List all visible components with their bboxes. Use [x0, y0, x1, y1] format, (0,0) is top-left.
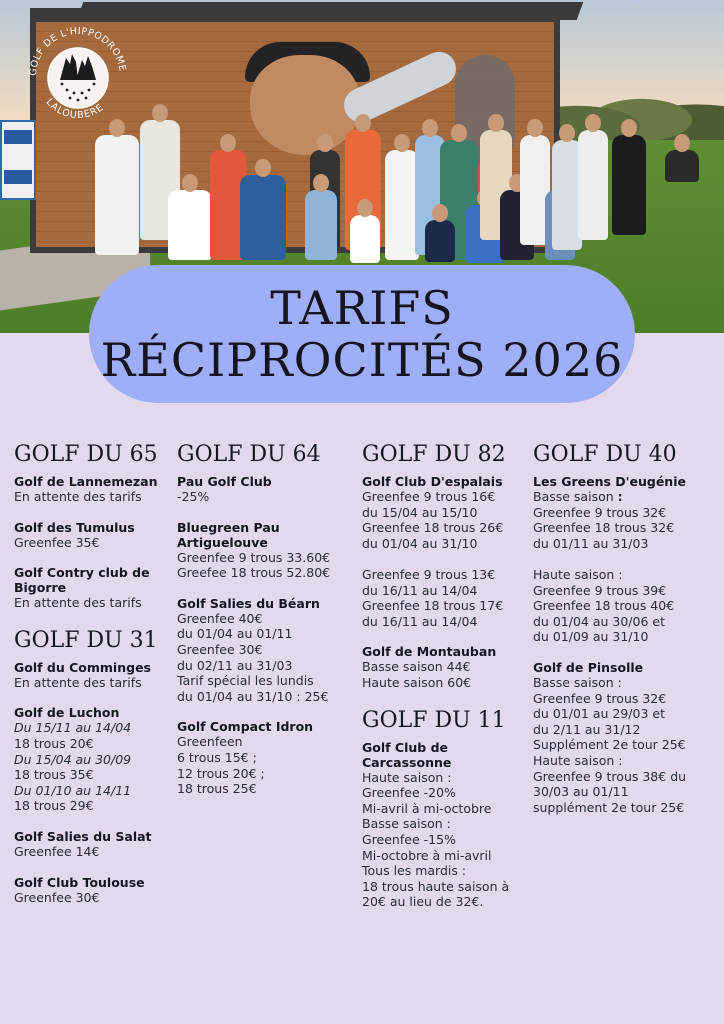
rate-line	[533, 567, 721, 583]
logo-ring-text: GOLF DE L'HIPPODROME	[27, 25, 128, 77]
rate-text: 20€ au lieu de 32€.	[362, 894, 484, 910]
rate-text: Greenfee 9 trous 32€	[533, 504, 667, 520]
rate-line	[362, 583, 522, 599]
rate-line	[362, 675, 522, 691]
club-entry	[177, 596, 347, 705]
rate-text: du 15/04 au 15/10	[362, 504, 478, 520]
person-silhouette	[385, 150, 419, 260]
rate-text: -25%	[177, 489, 210, 504]
rate-line	[14, 783, 172, 799]
club-name: Golf de Luchon	[14, 705, 120, 721]
rate-line	[14, 844, 172, 860]
rate-text: Greenfeen	[177, 734, 243, 750]
rate-line	[362, 801, 522, 817]
person-head	[182, 174, 198, 192]
rate-text: du 01/04 au 30/06 et	[533, 613, 665, 629]
rate-text: Greenfee 30€	[14, 889, 100, 905]
rate-line	[177, 550, 347, 566]
rate-line	[14, 489, 172, 505]
rate-text: Greenfee -20%	[362, 785, 456, 801]
rate-text: Greenfee 30€	[177, 641, 263, 657]
club-name: Golf Club D'espalais	[362, 474, 503, 489]
club-entry	[177, 474, 347, 505]
club-name: Golf de Pinsolle	[533, 659, 644, 675]
club-entry	[14, 474, 172, 505]
rate-line	[533, 691, 721, 707]
person-head	[527, 119, 543, 137]
rate-text: 18 trous haute saison à	[362, 878, 510, 894]
rate-line	[533, 675, 721, 691]
club-name: Golf Contry club de Bigorre	[14, 565, 150, 596]
club-logo	[22, 18, 134, 130]
person-head	[394, 134, 410, 152]
rate-text: Greenfee 9 trous 32€	[533, 690, 667, 706]
person-head	[621, 119, 637, 137]
rate-text: Mi-avril à mi-octobre	[362, 800, 492, 816]
person-silhouette	[425, 220, 455, 262]
rate-line	[177, 750, 347, 766]
rate-line	[362, 614, 522, 630]
rate-text: du 01/09 au 31/10	[533, 629, 649, 645]
rate-line	[362, 536, 522, 552]
club-name: Golf des Tumulus	[14, 519, 135, 535]
person-head	[255, 159, 271, 177]
person-head	[451, 124, 467, 142]
person-head	[585, 114, 601, 132]
rate-text: Haute saison 60€	[362, 674, 472, 690]
rate-line	[362, 505, 522, 521]
club-entry	[533, 660, 721, 815]
person-silhouette	[95, 135, 139, 255]
rate-line	[362, 520, 522, 536]
rate-line	[14, 767, 172, 783]
region-heading: GOLF DU 65	[14, 442, 158, 467]
rate-text: du 01/01 au 29/03 et	[533, 706, 665, 722]
rate-text: du 01/11 au 31/03	[533, 535, 649, 551]
rate-text: 6 trous 15€ ;	[177, 749, 257, 765]
rate-line	[177, 611, 347, 627]
rate-line	[177, 489, 347, 505]
rate-text: Haute saison :	[533, 566, 623, 582]
column-4	[533, 440, 721, 830]
rate-line	[533, 753, 721, 769]
club-entry	[14, 565, 172, 611]
rate-text: Haute saison :	[362, 769, 452, 785]
rate-line	[533, 520, 721, 536]
rate-text: Greenfee 18 trous 26€	[362, 520, 504, 536]
rate-line	[362, 551, 522, 567]
rate-line	[362, 848, 522, 864]
rate-text: 18 trous 20€	[14, 735, 94, 751]
rate-line	[533, 505, 721, 521]
rate-text: Tarif spécial les lundis	[177, 673, 314, 689]
rate-text: du 01/04 au 31/10	[362, 535, 478, 551]
rate-text: supplément 2e tour 25€	[533, 799, 685, 815]
person-silhouette	[350, 215, 380, 263]
region-heading: GOLF DU 64	[177, 442, 321, 467]
club-name: Pau Golf Club	[177, 474, 272, 489]
rate-text: du 2/11 au 31/12	[533, 721, 641, 737]
title-banner	[89, 265, 635, 403]
club-entry	[533, 474, 721, 645]
rate-text: Mi-octobre à mi-avril	[362, 847, 492, 863]
rate-line	[177, 673, 347, 689]
rate-text: Basse saison 44€	[362, 659, 471, 675]
rate-text: du 02/11 au 31/03	[177, 657, 293, 673]
rate-text: du 16/11 au 14/04	[362, 613, 478, 629]
rate-line	[533, 629, 721, 645]
person-head	[488, 114, 504, 132]
rate-line	[177, 658, 347, 674]
person-head	[357, 199, 373, 217]
person-head	[432, 204, 448, 222]
rate-line	[533, 583, 721, 599]
rate-text: Haute saison :	[533, 752, 623, 768]
club-name: Golf Compact Idron	[177, 719, 314, 735]
rate-line	[14, 736, 172, 752]
rate-text: Basse saison :	[362, 816, 451, 832]
rate-line	[177, 781, 347, 797]
club-entry	[14, 705, 172, 814]
rate-line	[14, 752, 172, 768]
rate-line	[177, 766, 347, 782]
rate-text: Greenfee 18 trous 32€	[533, 520, 675, 536]
region-heading: GOLF DU 82	[362, 442, 506, 467]
rate-line	[533, 614, 721, 630]
club-entry	[14, 660, 172, 691]
rate-line	[362, 832, 522, 848]
club-name: Bluegreen Pau Artiguelouve	[177, 519, 280, 550]
rate-text: Greenfee 9 trous 13€	[362, 566, 496, 582]
rate-line	[533, 536, 721, 552]
rate-text: Greenfee 40€	[177, 610, 263, 626]
club-name: Golf de Montauban	[362, 644, 497, 660]
rate-text: Basse saison	[533, 489, 618, 504]
rate-text: Supplément 2e tour 25€	[533, 737, 686, 753]
rate-text: Du 15/11 au 14/04	[14, 720, 132, 736]
rate-text: du 01/04 au 01/11	[177, 626, 293, 642]
rate-line	[177, 689, 347, 705]
person-silhouette	[168, 190, 212, 260]
rate-line	[177, 626, 347, 642]
rate-text: Greenfee 9 trous 38€ du	[533, 768, 687, 784]
rate-text: 30/03 au 01/11	[533, 784, 629, 800]
club-entry	[177, 719, 347, 796]
club-entry	[362, 474, 522, 629]
rate-line	[362, 816, 522, 832]
rate-line	[362, 659, 522, 675]
rate-line	[14, 720, 172, 736]
person-head	[559, 124, 575, 142]
rate-line	[362, 489, 522, 505]
rate-line	[362, 567, 522, 583]
column-1	[14, 440, 172, 920]
person-silhouette	[612, 135, 646, 235]
club-entry	[362, 740, 522, 910]
rate-text: Greenfee 18 trous 40€	[533, 598, 675, 614]
rate-text: 18 trous 29€	[14, 798, 94, 814]
rate-line	[362, 598, 522, 614]
rate-line	[533, 769, 721, 785]
rate-text: Tous les mardis :	[362, 863, 467, 879]
rate-line	[362, 863, 522, 879]
region-heading: GOLF DU 40	[533, 442, 677, 467]
rate-line	[533, 706, 721, 722]
club-name: Golf Salies du Béarn	[177, 595, 320, 611]
person-head	[674, 134, 690, 152]
rate-text: Du 15/04 au 30/09	[14, 751, 132, 767]
person-silhouette	[665, 150, 699, 182]
rate-line	[14, 675, 172, 691]
rate-line	[362, 879, 522, 895]
region-heading: GOLF DU 11	[362, 707, 506, 733]
club-name: Golf de Lannemezan	[14, 474, 158, 489]
rate-text: En attente des tarifs	[14, 595, 142, 611]
title-line-1: TARIFS	[270, 281, 454, 335]
club-entry	[14, 520, 172, 551]
rate-line	[177, 642, 347, 658]
rate-text: Du 01/10 au 14/11	[14, 782, 132, 798]
rate-text: 18 trous 25€	[177, 781, 257, 797]
rate-line	[362, 785, 522, 801]
club-entry	[177, 520, 347, 581]
rate-text-bold: :	[617, 489, 623, 504]
rate-line	[533, 489, 721, 505]
rate-line	[533, 598, 721, 614]
person-silhouette	[305, 190, 337, 260]
rate-line	[14, 798, 172, 814]
rate-text: Greenfee -15%	[362, 831, 456, 847]
club-name: Les Greens D'eugénie	[533, 474, 686, 489]
rate-line	[533, 784, 721, 800]
rate-text: 18 trous 35€	[14, 767, 94, 783]
club-entry	[14, 829, 172, 860]
rate-text: Greenfee 9 trous 33.60€	[177, 549, 331, 565]
rate-line	[533, 722, 721, 738]
rate-text: Greenfee 35€	[14, 534, 100, 550]
rate-line	[362, 894, 522, 910]
person-silhouette	[578, 130, 608, 240]
rate-text: En attente des tarifs	[14, 489, 142, 504]
rate-text: Greenfee 9 trous 39€	[533, 582, 667, 598]
rate-text: Basse saison :	[533, 674, 622, 690]
column-2	[177, 440, 347, 812]
rate-text: Greenfee 14€	[14, 843, 100, 859]
column-3	[362, 440, 522, 925]
person-head	[313, 174, 329, 192]
club-name: Golf Salies du Salat	[14, 828, 152, 844]
club-entry	[362, 644, 522, 690]
rate-text: 12 trous 20€ ;	[177, 765, 265, 781]
rate-text: Greefee 18 trous 52.80€	[177, 565, 331, 581]
rate-text: du 16/11 au 14/04	[362, 582, 478, 598]
rate-line	[362, 770, 522, 786]
club-name: Golf Club de Carcassonne	[362, 739, 452, 770]
club-name: Golf du Comminges	[14, 659, 151, 675]
rate-line	[14, 535, 172, 551]
logo-bottom-text: LALOUBERE	[43, 96, 107, 122]
club-name: Golf Club Toulouse	[14, 874, 145, 890]
person-head	[422, 119, 438, 137]
region-heading: GOLF DU 31	[14, 627, 158, 653]
rate-line	[177, 734, 347, 750]
person-head	[355, 114, 371, 132]
person-head	[317, 134, 333, 152]
rate-text: du 01/04 au 31/10 : 25€	[177, 688, 329, 704]
person-head	[220, 134, 236, 152]
club-entry	[14, 875, 172, 906]
rate-line	[14, 595, 172, 611]
person-silhouette	[240, 175, 286, 260]
rate-line	[177, 565, 347, 581]
rate-line	[533, 551, 721, 567]
person-head	[152, 104, 168, 122]
rate-line	[14, 890, 172, 906]
logo-emblem-icon	[22, 18, 134, 130]
rate-line	[533, 737, 721, 753]
rate-line	[533, 800, 721, 816]
rate-text: Greenfee 9 trous 16€	[362, 489, 496, 504]
title-line-2: RÉCIPROCITÉS 2026	[100, 333, 624, 387]
rate-text: Greenfee 18 trous 17€	[362, 598, 504, 614]
rate-text: En attente des tarifs	[14, 674, 142, 690]
